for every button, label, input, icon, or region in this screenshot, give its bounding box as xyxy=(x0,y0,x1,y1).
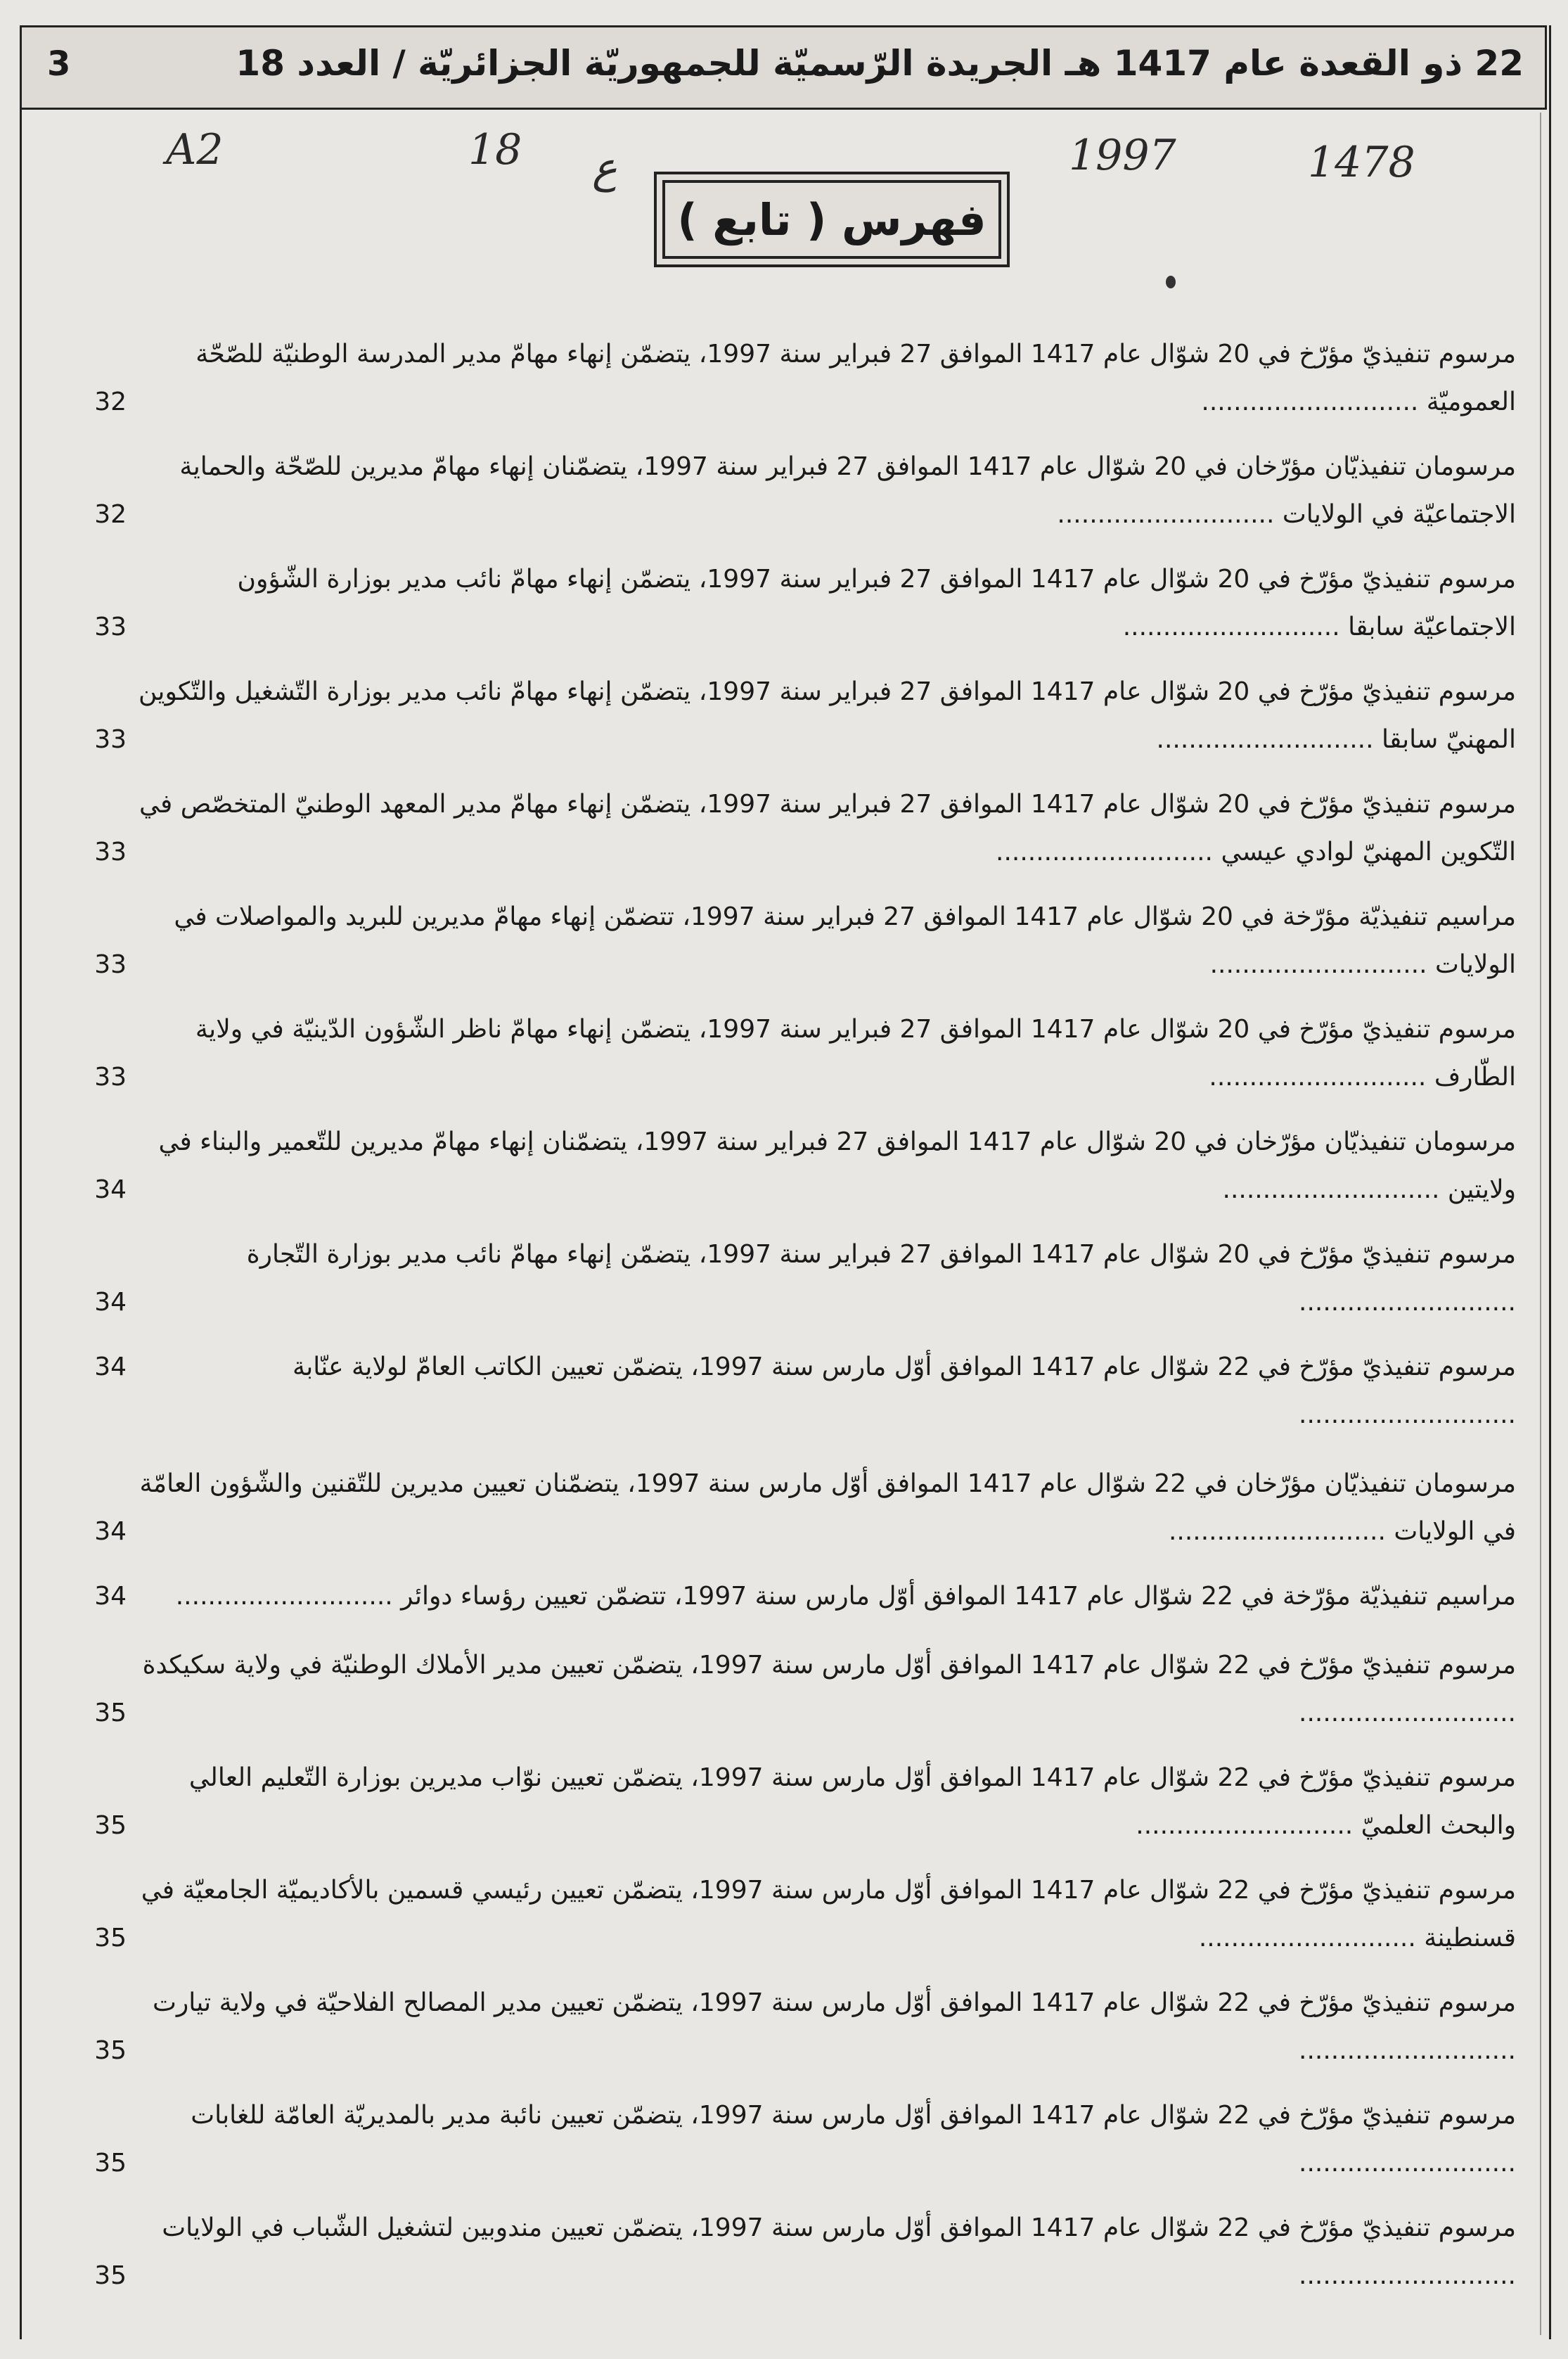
ink-spot xyxy=(1166,276,1176,288)
dot-leader: ........................... xyxy=(1299,2261,1516,2290)
dot-leader: ........................... xyxy=(1201,388,1427,416)
section-title-box xyxy=(654,172,1010,267)
toc-entry xyxy=(68,893,1516,989)
toc-entry-page: 32 xyxy=(94,500,127,529)
toc-entry-text: مراسيم تنفيذيّة مؤرّخة في 20 شوّال عام 1417 الموافق 27 فبراير سنة 1997، تتضمّن إنهاء مهامّ مديرين للبريد والمواصلات في الولايات ........................... xyxy=(174,902,1516,979)
dot-leader: ........................... xyxy=(175,1582,401,1611)
toc-entry-text: مرسوم تنفيذيّ مؤرّخ في 22 شوّال عام 1417 الموافق أوّل مارس سنة 1997، يتضمّن تعيين نوّاب مديرين بوزارة التّعليم العالي والبحث العلميّ ........................... xyxy=(188,1763,1516,1840)
toc-entry-text: مرسوم تنفيذيّ مؤرّخ في 20 شوّال عام 1417 الموافق 27 فبراير سنة 1997، يتضمّن إنهاء مهامّ نائب مدير بوزارة التّشغيل والتّكوين المهنيّ سابقا ........................... xyxy=(139,677,1516,754)
section-title: فهرس ( تابع ) xyxy=(677,194,987,245)
toc-entry xyxy=(68,1867,1516,1962)
toc-entry-text: مرسوم تنفيذيّ مؤرّخ في 20 شوّال عام 1417 الموافق 27 فبراير سنة 1997، يتضمّن إنهاء مهامّ نائب مدير بوزارة التّجارة ........................... xyxy=(246,1240,1516,1317)
toc-entry-page: 33 xyxy=(94,950,127,979)
toc-entry-page: 34 xyxy=(94,1288,127,1317)
toc-entry-text: مرسوم تنفيذيّ مؤرّخ في 20 شوّال عام 1417 الموافق 27 فبراير سنة 1997، يتضمّن إنهاء مهامّ مدير المعهد الوطنيّ المتخصّص في التّكوين المهنيّ لوادي عيسي ........................... xyxy=(139,790,1516,867)
toc-entry xyxy=(68,781,1516,876)
dot-leader: ........................... xyxy=(1299,2149,1516,2178)
toc-entry-page: 33 xyxy=(94,613,127,641)
issue-line: 22 ذو القعدة عام 1417 هـ الجريدة الرّسميّة للجمهوريّة الجزائريّة / العدد 18 xyxy=(236,43,1524,84)
scan-edge xyxy=(1540,113,1541,2335)
toc-entry xyxy=(68,1118,1516,1214)
toc-entry xyxy=(68,443,1516,539)
dot-leader: ........................... xyxy=(1299,1699,1516,1727)
dot-leader: ........................... xyxy=(1156,725,1382,754)
dot-leader: ........................... xyxy=(1057,500,1283,529)
toc-entry xyxy=(68,331,1516,426)
table-of-contents xyxy=(68,331,1516,2317)
toc-entry-text: مراسيم تنفيذيّة مؤرّخة في 22 شوّال عام 1417 الموافق أوّل مارس سنة 1997، تتضمّن تعيين رؤساء دوائر ........................... xyxy=(175,1582,1516,1611)
toc-entry-page: 34 xyxy=(94,1517,127,1546)
toc-entry-page: 32 xyxy=(94,388,127,416)
toc-entry xyxy=(68,1460,1516,1556)
toc-entry-page: 34 xyxy=(94,1582,127,1611)
toc-entry-page: 34 xyxy=(94,1353,127,1381)
page-number: 3 xyxy=(47,44,71,84)
toc-entry-text: مرسوم تنفيذيّ مؤرّخ في 20 شوّال عام 1417 الموافق 27 فبراير سنة 1997، يتضمّن إنهاء مهامّ مدير المدرسة الوطنيّة للصّحّة العموميّة ........................... xyxy=(195,340,1516,416)
toc-entry-page: 33 xyxy=(94,838,127,867)
toc-entry-page: 34 xyxy=(94,1175,127,1204)
dot-leader: ........................... xyxy=(1299,1288,1516,1317)
toc-entry xyxy=(68,2092,1516,2187)
toc-entry-text: مرسوم تنفيذيّ مؤرّخ في 22 شوّال عام 1417 الموافق أوّل مارس سنة 1997، يتضمّن تعيين الكاتب العامّ لولاية عنّابة ........................... xyxy=(292,1353,1516,1429)
toc-entry-text: مرسوم تنفيذيّ مؤرّخ في 22 شوّال عام 1417 الموافق أوّل مارس سنة 1997، يتضمّن تعيين مدير المصالح الفلاحيّة في ولاية تيارت ........................... xyxy=(153,1988,1516,2065)
handwritten-note: 1997 xyxy=(1069,131,1176,180)
toc-entry xyxy=(68,1006,1516,1101)
toc-entry xyxy=(68,668,1516,764)
dot-leader: ........................... xyxy=(1136,1811,1361,1840)
toc-entry-text: مرسوم تنفيذيّ مؤرّخ في 20 شوّال عام 1417 الموافق 27 فبراير سنة 1997، يتضمّن إنهاء مهامّ نائب مدير بوزارة الشّؤون الاجتماعيّة سابقا ........................... xyxy=(237,565,1516,641)
dot-leader: ........................... xyxy=(1299,1400,1516,1429)
handwritten-note: ع xyxy=(592,143,617,193)
dot-leader: ........................... xyxy=(1168,1517,1394,1546)
toc-entry-text: مرسوم تنفيذيّ مؤرّخ في 20 شوّال عام 1417 الموافق 27 فبراير سنة 1997، يتضمّن إنهاء مهامّ ناظر الشّؤون الدّينيّة في ولاية الطّارف ........................... xyxy=(195,1015,1516,1092)
toc-entry-text: مرسومان تنفيذيّان مؤرّخان في 20 شوّال عام 1417 الموافق 27 فبراير سنة 1997، يتضمّنان إنهاء مهامّ مديرين للصّحّة والحماية الاجتماعيّة في الولايات ........................... xyxy=(179,452,1516,529)
toc-entry-text: مرسوم تنفيذيّ مؤرّخ في 22 شوّال عام 1417 الموافق أوّل مارس سنة 1997، يتضمّن تعيين رئيسي قسمين بالأكاديميّة الجامعيّة في قسنطينة ........................... xyxy=(141,1876,1516,1952)
handwritten-note: 1478 xyxy=(1308,138,1415,187)
toc-entry-text: مرسومان تنفيذيّان مؤرّخان في 20 شوّال عام 1417 الموافق 27 فبراير سنة 1997، يتضمّنان إنهاء مهامّ مديرين للتّعمير والبناء في ولايتين ........................... xyxy=(158,1127,1516,1204)
toc-entry xyxy=(68,1343,1516,1439)
dot-leader: ........................... xyxy=(1198,1924,1425,1952)
toc-entry-text: مرسوم تنفيذيّ مؤرّخ في 22 شوّال عام 1417 الموافق أوّل مارس سنة 1997، يتضمّن تعيين مدير الأملاك الوطنيّة في ولاية سكيكدة ........................... xyxy=(142,1651,1516,1727)
dot-leader: ........................... xyxy=(996,838,1221,867)
dot-leader: ........................... xyxy=(1122,613,1349,641)
toc-entry-page: 35 xyxy=(94,1811,127,1840)
toc-entry-text: مرسوم تنفيذيّ مؤرّخ في 22 شوّال عام 1417 الموافق أوّل مارس سنة 1997، يتضمّن تعيين مندوبين لتشغيل الشّباب في الولايات ........................... xyxy=(162,2213,1516,2290)
handwritten-note: 18 xyxy=(468,125,522,174)
toc-entry-page: 35 xyxy=(94,1924,127,1952)
toc-entry xyxy=(68,556,1516,651)
toc-entry xyxy=(68,1642,1516,1737)
toc-entry xyxy=(68,1573,1516,1620)
page-header xyxy=(20,25,1547,110)
toc-entry xyxy=(68,2204,1516,2300)
toc-entry-text: مرسومان تنفيذيّان مؤرّخان في 22 شوّال عام 1417 الموافق أوّل مارس سنة 1997، يتضمّنان تعيين مديرين للتّقنين والشّؤون العامّة في الولايات ........................... xyxy=(139,1469,1516,1546)
toc-entry-page: 35 xyxy=(94,2261,127,2290)
toc-entry-page: 35 xyxy=(94,2149,127,2178)
toc-entry-page: 33 xyxy=(94,725,127,754)
toc-entry-page: 35 xyxy=(94,1699,127,1727)
handwritten-note: A2 xyxy=(166,125,224,174)
dot-leader: ........................... xyxy=(1209,950,1436,979)
toc-entry-page: 33 xyxy=(94,1063,127,1092)
toc-entry xyxy=(68,1231,1516,1326)
toc-entry xyxy=(68,1979,1516,2075)
toc-entry xyxy=(68,1754,1516,1850)
toc-entry-text: مرسوم تنفيذيّ مؤرّخ في 22 شوّال عام 1417 الموافق أوّل مارس سنة 1997، يتضمّن تعيين نائبة مدير بالمديريّة العامّة للغابات ........................... xyxy=(191,2101,1516,2178)
dot-leader: ........................... xyxy=(1222,1175,1448,1204)
dot-leader: ........................... xyxy=(1209,1063,1434,1092)
toc-entry-page: 35 xyxy=(94,2036,127,2065)
dot-leader: ........................... xyxy=(1299,2036,1516,2065)
